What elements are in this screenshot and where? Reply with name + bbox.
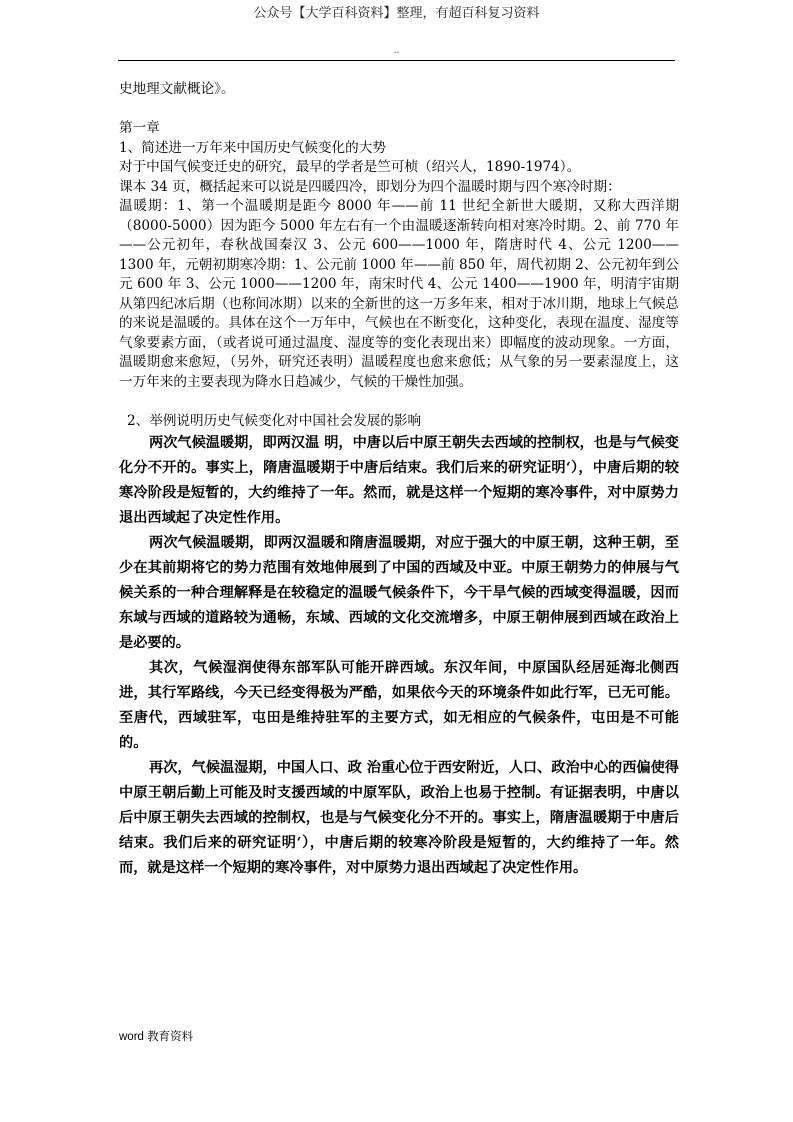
header-marker: .. <box>393 46 400 56</box>
header-divider <box>118 60 675 61</box>
question-1-title: 1、简述进一万年来中国历史气候变化的大势 <box>119 139 386 156</box>
page-footer-text: word 教育资料 <box>119 1031 194 1043</box>
blank-line <box>119 392 679 412</box>
question-2-paragraph: 其次，气候湿润使得东部军队可能开辟西域。东汉年间，中原国队经居延海北侧西进，其行军路线，今天已经变得极为严酷，如果依今天的环境条件如此行军，已无可能。至唐代，西域驻军，屯田是维持驻军的主要方式，如无相应的气候条件，屯田是不可能的。 <box>119 660 679 751</box>
question-2-paragraph: 再次，气候温湿期，中国人口、政 治重心位于西安附近，人口、政治中心的西偏使得中原王朝后勤上可能及时支援西域的中原军队，政治上也易于控制。有证据表明，中唐以后中原王朝失去西域的控制权，也是与气候变化分不开的。事实上，隋唐温暖期于中唐后结束。我们后来的研究证明‘），中唐后期的较寒冷阶段是短暂的，大约维持了一年。然而，就是这样一个短期的寒冷事件，对中原势力退出西域起了决定性作用。 <box>119 760 679 876</box>
question-1-paragraph: 对于中国气候变迁史的研究，最早的学者是竺可桢（绍兴人，1890-1974）。 <box>119 159 581 175</box>
question-1-paragraph: 温暖期：1、第一个温暖期是距今 8000 年——前 11 世纪全新世大暖期，又称大西洋期（8000-5000）因为距今 5000 年左右有一个由温暖逐渐转向相对寒冷时期。2、前 770 年——公元初年，春秋战国秦汉 3、公元 600——1000 年，隋唐时代 4、公元 1200——1300 年，元朝初期寒冷期：1、公元前 1000 年——前 850 年，周代初期 2、公元初年到公元 600 年 3、公元 1000——1200 年，南宋时代 4、公元 1400——1900 年，明清宇宙期从第四纪冰后期（也称间冰期）以来的全新世的这一万多年来，相对于冰川期，地球上气候总的来说是温暖的。具体在这个一万年中，气候也在不断变化，这种变化，表现在温度、湿度等气象要素方面，（或者说可通过温度、湿度等的变化表现出来）即幅度的波动现象。一方面，温暖期愈来愈短，（另外，研究还表明）温暖程度也愈来愈低；从气象的另一要素湿度上，这一万年来的主要表现为降水日趋减少，气候的干燥性加强。 <box>119 198 679 390</box>
question-1-paragraph: 课本 34 页，概括起来可以说是四暖四冷，即划分为四个温暖时期与四个寒冷时期： <box>119 178 621 195</box>
blank-line <box>119 100 679 120</box>
question-2-paragraph: 两次气候温暖期，即两汉温暖和隋唐温暖期，对应于强大的中原王朝，这种王朝，至少在其前期将它的势力范围有效地伸展到了中国的西域及中亚。中原王朝势力的伸展与气候关系的一种合理解释是在较稳定的温暖气候条件下，今干旱气候的西域变得温暖，因而东域与西域的道路较为通畅，东域、西域的文化交流增多，中原王朝伸展到西域在政治上是必要的。 <box>119 535 679 651</box>
continued-text-line: 史地理文献概论》。 <box>119 81 235 97</box>
page-header-title: 公众号【大学百科资料】整理，有超百科复习资料 <box>253 6 540 21</box>
question-2-title: 2、举例说明历史气候变化对中国社会发展的影响 <box>127 412 422 429</box>
chapter-title: 第一章 <box>119 120 160 136</box>
document-body <box>119 80 679 881</box>
question-2-paragraph: 两次气候温暖期，即两汉温 明，中唐以后中原王朝失去西域的控制权，也是与气候变化分不开的。事实上，隋唐温暖期于中唐后结束。我们后来的研究证明‘），中唐后期的较寒冷阶段是短暂的，大约维持了一年。然而，就是这样一个短期的寒冷事件，对中原势力退出西域起了决定性作用。 <box>119 435 679 526</box>
